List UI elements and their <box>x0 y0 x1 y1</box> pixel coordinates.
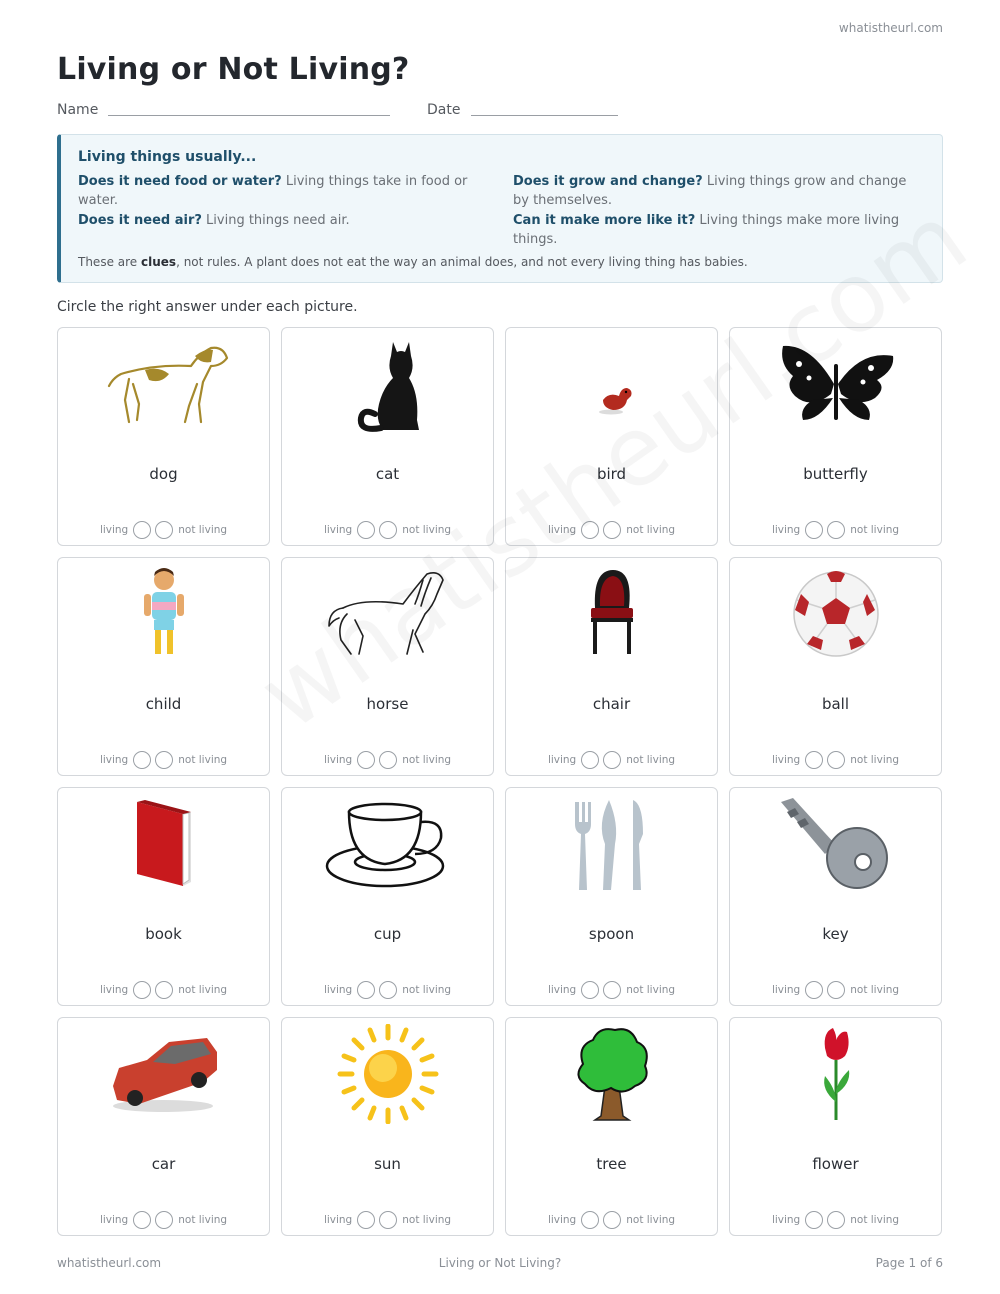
living-label: living <box>771 1214 801 1226</box>
card-word: horse <box>366 695 409 713</box>
living-circle[interactable] <box>133 751 151 769</box>
not-living-circle[interactable] <box>379 1211 397 1229</box>
living-circle[interactable] <box>133 1211 151 1229</box>
living-label: living <box>771 984 801 996</box>
site-url: whatistheurl.com <box>838 21 943 35</box>
living-circle[interactable] <box>133 981 151 999</box>
picture-card-book <box>57 787 270 1006</box>
picture-card-dog <box>57 327 270 546</box>
clues-box <box>57 134 943 283</box>
living-circle[interactable] <box>357 521 375 539</box>
living-label: living <box>547 984 577 996</box>
not-living-label: not living <box>178 524 228 536</box>
living-label: living <box>323 1214 353 1226</box>
date-line[interactable] <box>471 115 618 116</box>
picture-card-spoon <box>505 787 718 1006</box>
horse-icon <box>323 564 453 664</box>
not-living-label: not living <box>850 754 900 766</box>
living-circle[interactable] <box>805 521 823 539</box>
answer-choices <box>58 1211 269 1229</box>
not-living-label: not living <box>626 984 676 996</box>
clue-grow: Does it grow and change? Living things grow and change by themselves. <box>513 174 907 208</box>
card-word: tree <box>596 1155 627 1173</box>
key-icon <box>771 794 901 894</box>
not-living-label: not living <box>626 754 676 766</box>
footer <box>57 1256 943 1272</box>
picture-card-sun <box>281 1017 494 1236</box>
picture-card-key <box>729 787 942 1006</box>
card-word: cup <box>373 925 402 943</box>
living-label: living <box>323 984 353 996</box>
picture-card-horse <box>281 557 494 776</box>
card-word: key <box>822 925 849 943</box>
dog-icon <box>99 334 229 434</box>
not-living-label: not living <box>850 984 900 996</box>
living-label: living <box>99 754 129 766</box>
living-label: living <box>323 754 353 766</box>
name-label: Name <box>57 102 99 118</box>
card-word: dog <box>149 465 178 483</box>
answer-choices <box>58 521 269 539</box>
living-label: living <box>99 524 129 536</box>
living-circle[interactable] <box>581 1211 599 1229</box>
answer-choices <box>506 1211 717 1229</box>
not-living-circle[interactable] <box>155 751 173 769</box>
card-word: butterfly <box>803 465 868 483</box>
cup-icon <box>323 794 453 894</box>
not-living-label: not living <box>402 1214 452 1226</box>
card-word: flower <box>812 1155 859 1173</box>
not-living-circle[interactable] <box>155 1211 173 1229</box>
not-living-circle[interactable] <box>603 981 621 999</box>
clue-air: Does it need air? Living things need air. <box>78 213 350 228</box>
name-line[interactable] <box>108 115 390 116</box>
living-label: living <box>99 984 129 996</box>
name-date-row <box>57 102 943 122</box>
footer-page: Page 1 of 6 <box>875 1256 943 1270</box>
not-living-label: not living <box>850 1214 900 1226</box>
not-living-label: not living <box>178 984 228 996</box>
living-circle[interactable] <box>581 521 599 539</box>
not-living-label: not living <box>402 524 452 536</box>
answer-choices <box>506 521 717 539</box>
living-circle[interactable] <box>357 1211 375 1229</box>
not-living-circle[interactable] <box>155 981 173 999</box>
picture-card-child <box>57 557 270 776</box>
answer-choices <box>58 981 269 999</box>
picture-card-cat <box>281 327 494 546</box>
instructions: Circle the right answer under each picture. <box>57 299 358 315</box>
ball-icon <box>771 564 901 664</box>
not-living-circle[interactable] <box>827 981 845 999</box>
not-living-label: not living <box>178 1214 228 1226</box>
not-living-circle[interactable] <box>603 1211 621 1229</box>
living-circle[interactable] <box>133 521 151 539</box>
picture-card-bird <box>505 327 718 546</box>
cat-icon <box>323 334 453 434</box>
living-circle[interactable] <box>357 751 375 769</box>
answer-choices <box>730 521 941 539</box>
card-word: bird <box>596 465 627 483</box>
sun-icon <box>323 1024 453 1124</box>
living-label: living <box>323 524 353 536</box>
living-label: living <box>771 524 801 536</box>
answer-choices <box>730 751 941 769</box>
footer-title: Living or Not Living? <box>438 1256 562 1270</box>
not-living-label: not living <box>626 1214 676 1226</box>
not-living-label: not living <box>402 754 452 766</box>
not-living-label: not living <box>850 524 900 536</box>
answer-choices <box>730 1211 941 1229</box>
picture-card-flower <box>729 1017 942 1236</box>
bird-icon <box>547 334 677 434</box>
living-circle[interactable] <box>581 751 599 769</box>
picture-card-car <box>57 1017 270 1236</box>
card-word: car <box>151 1155 176 1173</box>
answer-choices <box>730 981 941 999</box>
not-living-circle[interactable] <box>827 1211 845 1229</box>
picture-grid <box>57 327 943 1236</box>
living-label: living <box>547 754 577 766</box>
chair-icon <box>547 564 677 664</box>
card-word: ball <box>821 695 850 713</box>
not-living-circle[interactable] <box>379 521 397 539</box>
not-living-circle[interactable] <box>827 751 845 769</box>
butterfly-icon <box>771 334 901 434</box>
card-word: book <box>145 925 182 943</box>
living-label: living <box>99 1214 129 1226</box>
answer-choices <box>282 981 493 999</box>
picture-card-tree <box>505 1017 718 1236</box>
clues-heading: Living things usually... <box>78 149 257 165</box>
answer-choices <box>506 981 717 999</box>
car-icon <box>99 1024 229 1124</box>
living-label: living <box>771 754 801 766</box>
book-icon <box>99 794 229 894</box>
picture-card-butterfly <box>729 327 942 546</box>
not-living-label: not living <box>402 984 452 996</box>
not-living-label: not living <box>626 524 676 536</box>
living-circle[interactable] <box>581 981 599 999</box>
picture-card-chair <box>505 557 718 776</box>
living-circle[interactable] <box>805 751 823 769</box>
card-word: sun <box>374 1155 401 1173</box>
clue-reproduce: Can it make more like it? Living things make more living things. <box>513 213 900 247</box>
living-label: living <box>547 1214 577 1226</box>
child-icon <box>99 564 229 664</box>
living-circle[interactable] <box>805 981 823 999</box>
not-living-circle[interactable] <box>379 751 397 769</box>
card-word: chair <box>592 695 631 713</box>
not-living-circle[interactable] <box>603 521 621 539</box>
card-word: cat <box>375 465 400 483</box>
clue-food: Does it need food or water? Living things take in food or water. <box>78 174 468 208</box>
picture-card-ball <box>729 557 942 776</box>
not-living-circle[interactable] <box>155 521 173 539</box>
answer-choices <box>282 1211 493 1229</box>
answer-choices <box>506 751 717 769</box>
not-living-circle[interactable] <box>827 521 845 539</box>
living-label: living <box>547 524 577 536</box>
tree-icon <box>547 1024 677 1124</box>
answer-choices <box>58 751 269 769</box>
card-word: spoon <box>588 925 635 943</box>
clues-note: These are clues, not rules. A plant does not eat the way an animal does, and not every living thing has babies. <box>78 255 748 269</box>
card-word: child <box>145 695 182 713</box>
picture-card-cup <box>281 787 494 1006</box>
answer-choices <box>282 751 493 769</box>
not-living-circle[interactable] <box>379 981 397 999</box>
footer-site: whatistheurl.com <box>57 1256 162 1270</box>
not-living-circle[interactable] <box>603 751 621 769</box>
date-label: Date <box>427 102 461 118</box>
flower-icon <box>771 1024 901 1124</box>
page-title: Living or Not Living? <box>57 52 410 87</box>
not-living-label: not living <box>178 754 228 766</box>
living-circle[interactable] <box>805 1211 823 1229</box>
living-circle[interactable] <box>357 981 375 999</box>
cutlery-icon <box>547 794 677 894</box>
answer-choices <box>282 521 493 539</box>
